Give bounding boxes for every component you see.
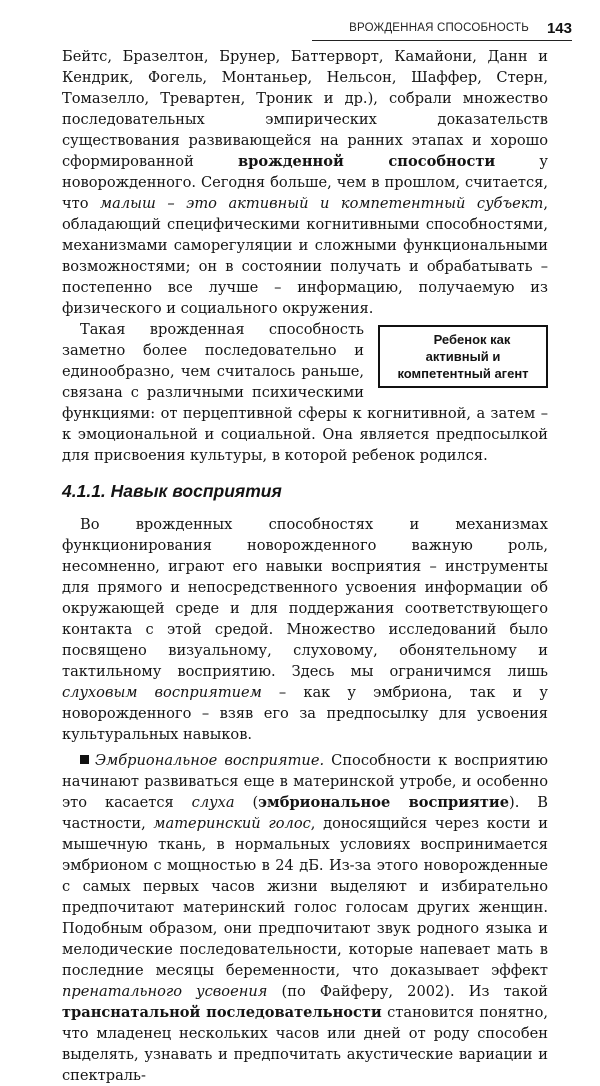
term-transnatal-continuity: транснатальной последовательности	[62, 1004, 382, 1021]
paragraph-4-text-5: (по Файферу, 2002). Из такой	[267, 983, 548, 1000]
page-number: 143	[546, 19, 572, 37]
italic-hearing: слуха	[191, 794, 235, 811]
italic-maternal-voice: материнский голос	[153, 815, 311, 832]
paragraph-3-text: Во врожденных способностях и механизмах функционирования новорожденного важную роль, несомненно, играют его навыки восприятия – инструменты для прямого и непосредственного усвоения информации об окружающей среде и для поддержания соответствующего контакта с этой средой. Множество исследований было посвящено визуальному, слуховому, обонятельному и тактильному восприятию. Здесь мы ограничимся лишь	[62, 516, 548, 680]
paragraph-3-text-2: – как у эмбриона, так и у новорожденного – взяв его за предпосылку для усвоения культуральных навыков.	[62, 684, 548, 743]
paragraph-1-text: Бейтс, Бразелтон, Брунер, Баттерворт, Камайони, Данн и Кендрик, Фогель, Монтаньер, Нельсон, Шаффер, Стерн, Томазелло, Тревартен, Троник и др.), собрали множество последовательных эмпирических доказательств существования развивающейся на ранних этапах и хорошо сформированной	[62, 48, 548, 170]
italic-prenatal-learning: пренатального усвоения	[62, 983, 268, 1000]
running-title: ВРОЖДЕННАЯ СПОСОБНОСТЬ	[349, 22, 529, 34]
paragraph-2-text: Такая врожденная способность заметно более последовательно и единообразно, чем считалось раньше, связана с различными психическими функциями: от перцептивной сферы к когнитивной, а затем – к эмоциональной и социальной. Она является предпосылкой для присвоения культуры, в которой ребенок родился.	[62, 321, 548, 464]
term-innate-ability: врожденной способности	[238, 153, 496, 170]
section-heading: 4.1.1. Навык восприятия	[62, 481, 282, 501]
paragraph-4-text-2: (	[234, 794, 259, 811]
paragraph-2-block	[62, 319, 548, 466]
paragraph-4-text: Способности к восприятию начинают развиваться еще в материнской утробе, и особенно это касается	[62, 752, 548, 811]
square-bullet-icon	[80, 755, 89, 764]
italic-active-subject: малыш – это активный и компетентный субъект	[100, 195, 544, 212]
paragraph-1-text-2: у новорожденного. Сегодня больше, чем в прошлом, считается, что	[62, 153, 549, 212]
page-header	[312, 16, 572, 41]
paragraph-2	[62, 319, 548, 466]
paragraph-1-text-3: , обладающий специфическими когнитивными способностями, механизмами саморегуляции и сложными функциональными возможностями; он в состоянии получать и обрабатывать – постепенно все лучше – информацию, получаемую из физического и социального окружения.	[62, 195, 548, 317]
paragraph-4-text-4: , доносящийся через кости и мышечную ткань, в нормальных условиях воспринимается эмбрионом с мощностью в 24 дБ. Из-за этого новорожденные с самых первых часов жизни выделяют и избирательно предпочитают материнский голос голосам других женщин. Подобным образом, они предпочитают звук родного языка и мелодические последовательности, которые напевает мать в последние месяцы беременности, что доказывает эффект	[62, 815, 548, 979]
italic-embryonic-perception: Эмбриональное восприятие.	[95, 752, 325, 769]
paragraph-1	[62, 46, 548, 319]
italic-auditory-perception: слуховым восприятием	[62, 684, 262, 701]
page-body	[62, 46, 548, 1086]
paragraph-4-text-3: ). В частности,	[62, 794, 548, 832]
paragraph-4	[62, 750, 548, 1086]
paragraph-4-text-6: становится понятно, что младенец нескольких часов или дней от роду способен выделять, узнавать и предпочитать акустические вариации и спектраль-	[62, 1004, 548, 1084]
term-embryonic-perception: эмбриональное восприятие	[258, 794, 510, 811]
margin-callout-box: Ребенок как активный и компетентный агент	[378, 325, 548, 388]
paragraph-3	[62, 514, 548, 745]
